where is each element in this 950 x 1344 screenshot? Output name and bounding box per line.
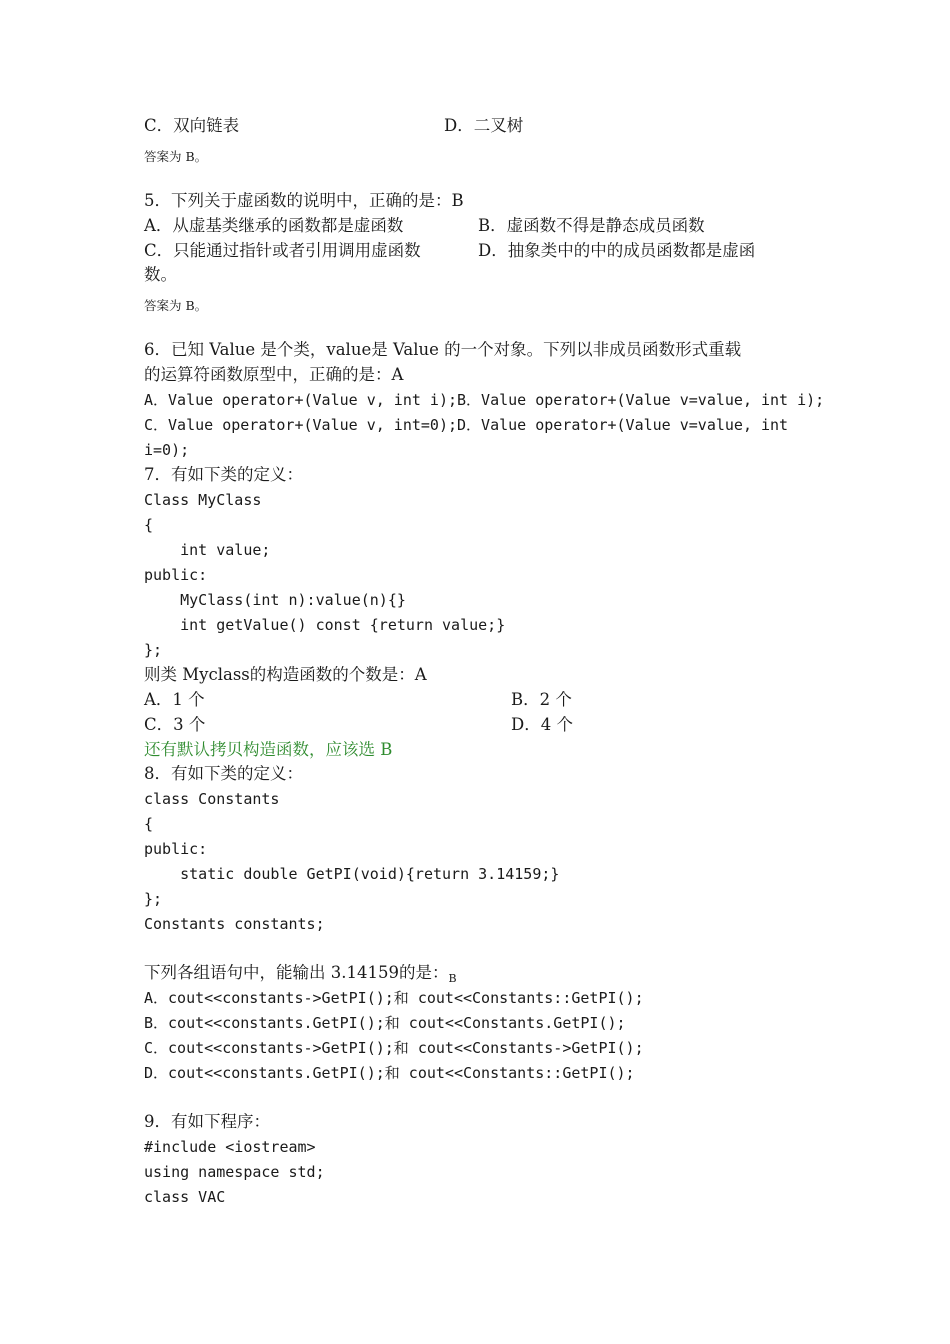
q7-code-line: MyClass(int n):value(n){}	[144, 591, 406, 609]
q7-code-line: public:	[144, 566, 208, 584]
q4-answer: 答案为 B。	[144, 149, 208, 164]
q7-code-line: };	[144, 641, 163, 659]
q7-note: 还有默认拷贝构造函数，应该选 B	[144, 740, 393, 759]
q8-question: 8．有如下类的定义：	[144, 764, 303, 783]
q6-question-line1: 6．已知 Value 是个类，value是 Value 的一个对象。下列以非成员函数形式重载	[144, 340, 742, 359]
q5-option-b: B．虚函数不得是静态成员函数	[478, 216, 705, 235]
q8-prompt-text: 下列各组语句中，能输出 3.14159的是：	[144, 963, 449, 982]
q8-option-b: B．cout<<constants.GetPI();和 cout<<Constants.GetPI();	[144, 1014, 626, 1032]
q9-question: 9．有如下程序：	[144, 1112, 270, 1131]
q6-question-line2: 的运算符函数原型中，正确的是：A	[144, 365, 404, 384]
q9-code-line: class VAC	[144, 1188, 226, 1206]
q6-options-cd-cont: i=0);	[144, 441, 190, 459]
q7-question: 7．有如下类的定义：	[144, 465, 303, 484]
q5-question: 5．下列关于虚函数的说明中，正确的是：B	[144, 191, 464, 210]
q8-code-line: class Constants	[144, 790, 280, 808]
q7-option-a: A．1 个	[144, 690, 205, 709]
q7-code-line: int value;	[144, 541, 271, 559]
q5-option-c: C．只能通过指针或者引用调用虚函数	[144, 241, 421, 260]
q7-option-b: B．2 个	[511, 690, 572, 709]
q9-code-line: using namespace std;	[144, 1163, 325, 1181]
q8-code-line: static double GetPI(void){return 3.14159;}	[144, 865, 560, 883]
q5-option-a: A．从虚基类继承的函数都是虚函数	[144, 216, 404, 235]
q9-code-line: #include <iostream>	[144, 1138, 316, 1156]
q4-option-d: D．二叉树	[444, 116, 524, 135]
q8-prompt	[144, 962, 457, 986]
q7-code-line: {	[144, 516, 154, 534]
q8-code-line: };	[144, 890, 163, 908]
q7-option-d: D．4 个	[511, 715, 573, 734]
q7-code-line: int getValue() const {return value;}	[144, 616, 506, 634]
q8-option-a: A．cout<<constants->GetPI();和 cout<<Constants::GetPI();	[144, 989, 644, 1007]
q7-option-c: C．3 个	[144, 715, 206, 734]
q8-option-d: D．cout<<constants.GetPI();和 cout<<Constants::GetPI();	[144, 1064, 635, 1082]
q4-option-c: C．双向链表	[144, 116, 240, 135]
q5-option-d-cont: 数。	[144, 265, 177, 284]
q8-option-c: C．cout<<constants->GetPI();和 cout<<Constants->GetPI();	[144, 1039, 644, 1057]
q5-option-d: D．抽象类中的中的成员函数都是虚函	[478, 241, 756, 260]
q8-code-line: {	[144, 815, 154, 833]
q7-code-line: Class MyClass	[144, 491, 262, 509]
q7-prompt: 则类 Myclass的构造函数的个数是：A	[144, 665, 427, 684]
q8-code-line: Constants constants;	[144, 915, 325, 933]
q6-options-ab: A．Value operator+(Value v, int i);B．Value operator+(Value v=value, int i);	[144, 391, 825, 409]
q6-options-cd: C．Value operator+(Value v, int=0);D．Value operator+(Value v=value, int	[144, 416, 789, 434]
q8-code-line: public:	[144, 840, 208, 858]
q8-prompt-answer: B	[448, 972, 457, 985]
q5-answer: 答案为 B。	[144, 298, 208, 313]
